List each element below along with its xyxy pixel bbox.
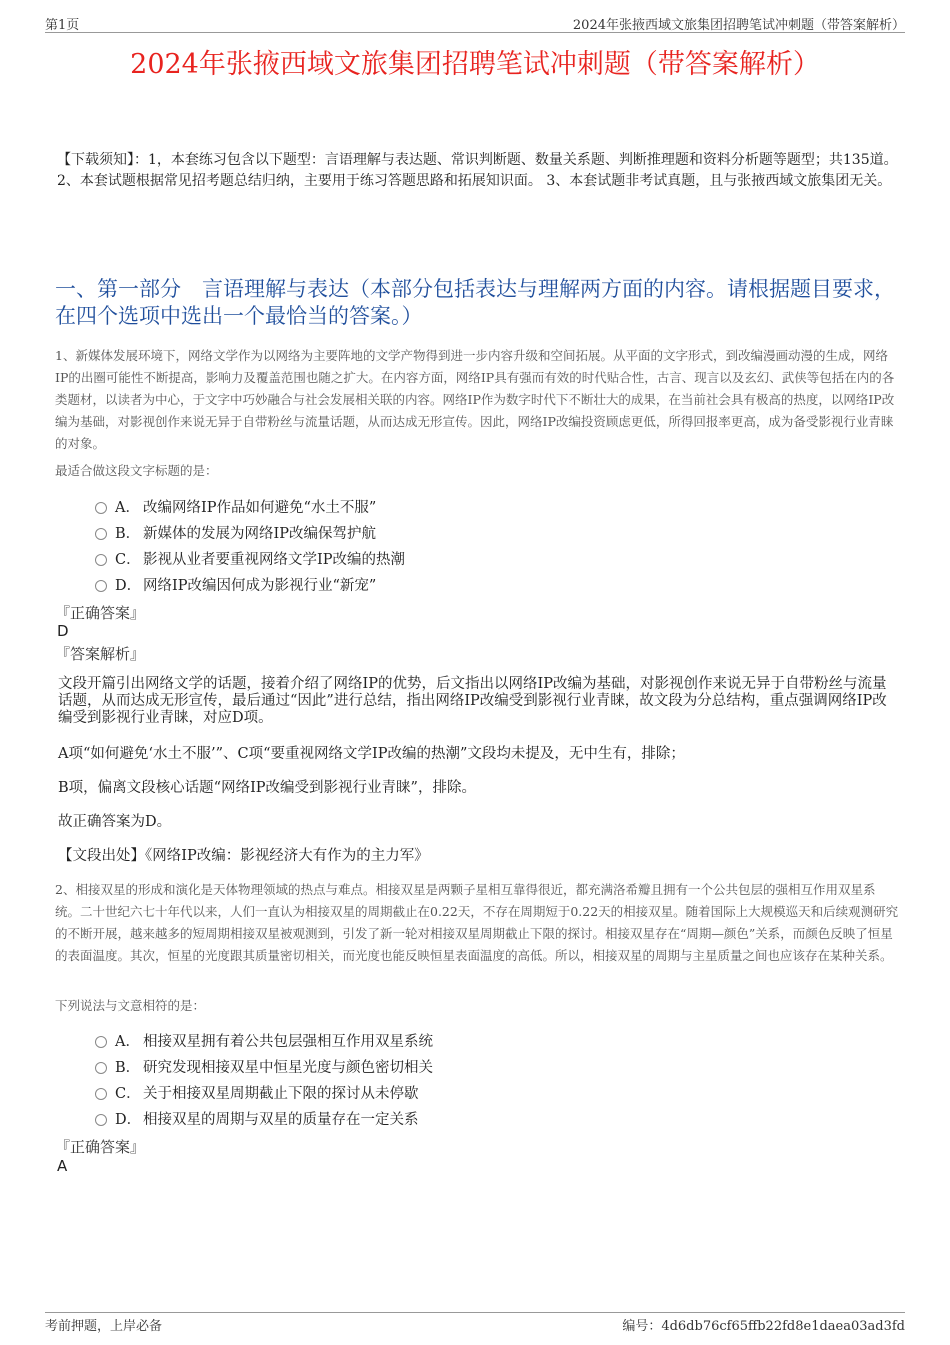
radio-icon[interactable] bbox=[95, 1114, 107, 1126]
option-c[interactable] bbox=[95, 1079, 433, 1105]
option-text: 改编网络IP作品如何避免“水土不服” bbox=[143, 499, 377, 516]
option-b[interactable] bbox=[95, 519, 405, 545]
option-letter: A． bbox=[115, 1033, 140, 1050]
footer-code: 编号：4d6db76cf65ffb22fd8e1daea03ad3fd bbox=[622, 1319, 905, 1334]
footer-slogan: 考前押题，上岸必备 bbox=[45, 1319, 163, 1334]
option-text: 研究发现相接双星中恒星光度与颜色密切相关 bbox=[143, 1059, 433, 1076]
option-letter: D． bbox=[115, 1111, 142, 1128]
option-d[interactable] bbox=[95, 571, 405, 597]
radio-icon[interactable] bbox=[95, 1062, 107, 1074]
option-c[interactable] bbox=[95, 545, 405, 571]
page-title: 2024年张掖西域文旅集团招聘笔试冲刺题（带答案解析） bbox=[130, 49, 820, 80]
option-letter: A． bbox=[115, 499, 140, 516]
page-header bbox=[45, 12, 905, 33]
option-text: 相接双星的周期与双星的质量存在一定关系 bbox=[143, 1111, 419, 1128]
option-b[interactable] bbox=[95, 1053, 433, 1079]
analysis-paragraph: B项，偏离文段核心话题“网络IP改编受到影视行业青睐”，排除。 bbox=[58, 780, 476, 796]
analysis-paragraph: 故正确答案为D。 bbox=[58, 814, 172, 830]
question-1-analysis bbox=[58, 676, 898, 727]
radio-icon[interactable] bbox=[95, 580, 107, 592]
section-heading: 一、第一部分 言语理解与表达（本部分包括表达与理解两方面的内容。请根据题目要求，在四个选项中选出一个最恰当的答案。） bbox=[55, 277, 895, 328]
question-1-prompt: 最适合做这段文字标题的是： bbox=[55, 463, 218, 478]
option-text: 新媒体的发展为网络IP改编保驾护航 bbox=[143, 525, 376, 542]
option-text: 相接双星拥有着公共包层强相互作用双星系统 bbox=[143, 1033, 433, 1050]
question-1-analysis-b bbox=[58, 780, 898, 797]
question-2-options bbox=[95, 1027, 433, 1131]
option-text: 网络IP改编因何成为影视行业“新宠” bbox=[143, 577, 377, 594]
option-letter: B． bbox=[115, 1059, 141, 1076]
analysis-paragraph: 【文段出处】《网络IP改编：影视经济大有作为的主力军》 bbox=[58, 848, 429, 864]
option-text: 影视从业者要重视网络文学IP改编的热潮 bbox=[143, 551, 405, 568]
radio-icon[interactable] bbox=[95, 502, 107, 514]
download-notice: 【下载须知】：1，本套练习包含以下题型：言语理解与表达题、常识判断题、数量关系题、判断推理题和资料分析题等题型；共135道。 2、本套试题根据常见招考题总结归纳，主要用于练习答题思路和拓展知识面。 3、本套试题非考试真题，且与张掖西域文旅集团无关。 bbox=[57, 152, 898, 189]
question-1-options bbox=[95, 493, 405, 597]
radio-icon[interactable] bbox=[95, 554, 107, 566]
analysis-paragraph: 文段开篇引出网络文学的话题，接着介绍了网络IP的优势，后文指出以网络IP改编为基础，对影视创作来说无异于自带粉丝与流量话题，从而达成无形宣传，最后通过“因此”进行总结，指出网络IP改编受到影视行业青睐，故文段为分总结构，重点强调网络IP改编受到影视行业青睐，对应D项。 bbox=[58, 676, 887, 726]
question-2-answer: A bbox=[57, 1157, 68, 1175]
option-letter: D． bbox=[115, 577, 142, 594]
question-2-answer-label: 『正确答案』 bbox=[55, 1138, 146, 1156]
option-a[interactable] bbox=[95, 493, 405, 519]
header-doc-title: 2024年张掖西域文旅集团招聘笔试冲刺题（带答案解析） bbox=[572, 18, 905, 33]
question-1-analysis-conclusion bbox=[58, 814, 898, 831]
page-number: 第1页 bbox=[45, 18, 80, 33]
radio-icon[interactable] bbox=[95, 1036, 107, 1048]
option-letter: C． bbox=[115, 1085, 141, 1102]
question-2-passage: 2、相接双星的形成和演化是天体物理领域的热点与难点。相接双星是两颗子星相互靠得很近，都充满洛希瓣且拥有一个公共包层的强相互作用双星系统。二十世纪六七十年代以来，人们一直认为相接双星的周期截止在0.22天，不存在周期短于0.22天的相接双星。随着国际上大规模巡天和后续观测研究的不断开展，越来越多的短周期相接双星被观测到，引发了新一轮对相接双星周期截止下限的探讨。相接双星存在“周期—颜色”关系，而颜色反映了恒星的表面温度。其次，恒星的光度跟其质量密切相关，而光度也能反映恒星表面温度的高低。所以，相接双星的周期与主星质量之间也应该存在某种关系。 bbox=[55, 882, 899, 963]
option-d[interactable] bbox=[95, 1105, 433, 1131]
question-2-prompt: 下列说法与文意相符的是： bbox=[55, 998, 206, 1013]
option-letter: C． bbox=[115, 551, 141, 568]
radio-icon[interactable] bbox=[95, 1088, 107, 1100]
option-a[interactable] bbox=[95, 1027, 433, 1053]
analysis-paragraph: A项“如何避免‘水土不服’”、C项“要重视网络文学IP改编的热潮”文段均未提及，无中生有，排除； bbox=[58, 746, 685, 762]
option-letter: B． bbox=[115, 525, 141, 542]
radio-icon[interactable] bbox=[95, 528, 107, 540]
question-1-answer: D bbox=[57, 622, 69, 640]
question-1-passage: 1、新媒体发展环境下，网络文学作为以网络为主要阵地的文学产物得到进一步内容升级和空间拓展。从平面的文字形式，到改编漫画动漫的生成，网络IP的出圈可能性不断提高，影响力及覆盖范围也随之扩大。在内容方面，网络IP具有强而有效的时代贴合性，古言、现言以及玄幻、武侠等包括在内的各类题材，以读者为中心，于文字中巧妙融合与社会发展相关联的内容。网络IP作为数字时代下不断壮大的成果，在当前社会具有极高的热度，以网络IP改编为基础，对影视创作来说无异于自带粉丝与流量话题，从而达成无形宣传。因此，网络IP改编投资顾虑更低，所得回报率更高，成为备受影视行业青睐的对象。 bbox=[55, 348, 895, 451]
question-1-source bbox=[58, 848, 898, 865]
option-text: 关于相接双星周期截止下限的探讨从未停歇 bbox=[143, 1085, 419, 1102]
page-footer bbox=[45, 1312, 905, 1333]
question-1-answer-label: 『正确答案』 bbox=[55, 604, 146, 622]
question-1-analysis-a bbox=[58, 746, 898, 763]
question-1-analysis-label: 『答案解析』 bbox=[55, 645, 146, 663]
